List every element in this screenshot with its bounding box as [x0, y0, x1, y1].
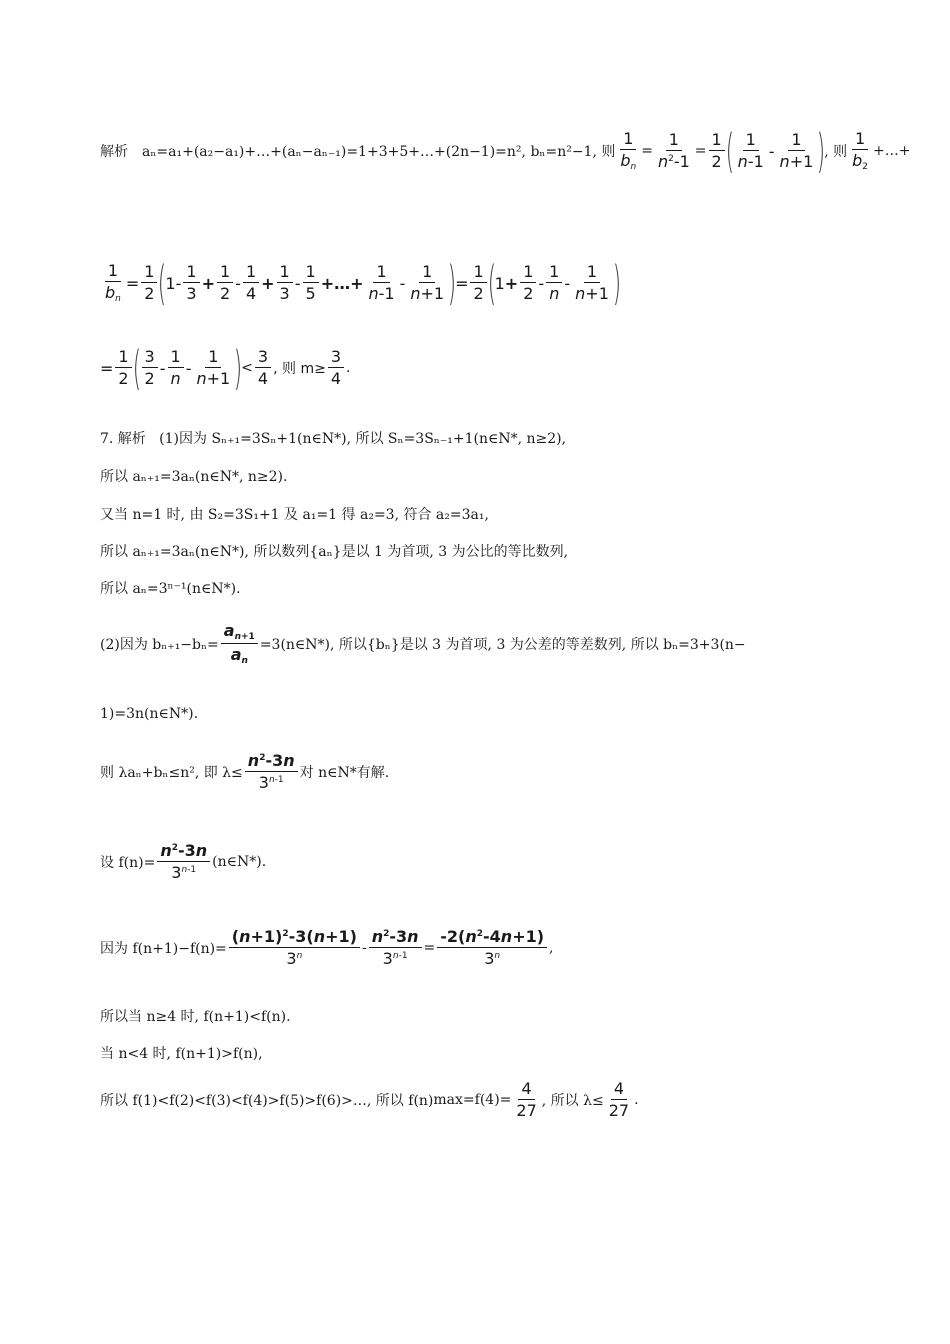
frac-1-over-b2: $\frac{1}{b_2}$ — [852, 128, 869, 173]
line-1-text: aₙ=a₁+(a₂−a₁)+…+(aₙ−aₙ₋₁)=1+3+5+…+(2n−1)=n², bₙ=n²−1, 则 — [142, 144, 616, 160]
frac-1-over-n2-1: $\frac{1}{n^2-1}$ — [657, 129, 690, 171]
line-7: 所以 aₙ₊₁=3aₙ(n∈N*), 所以数列{aₙ}是以 1 为首项, 3 为公比的等比数列, — [100, 544, 569, 560]
line-1: 解析 aₙ=a₁+(a₂−a₁)+…+(aₙ−aₙ₋₁)=1+3+5+…+(2n−1)=n², bₙ=n²−1, 则 $\frac{1}{b_n}$ = $\frac{1}{n^2-1}$ = $\frac{1}{2}$ ( $\frac{1}{n-1}$ - $\frac{1}{n+1}$ ) , 则 $\frac{1}{b_2}$ +…+ — [100, 124, 911, 178]
line-15: 当 n<4 时, f(n+1)>f(n), — [100, 1046, 263, 1062]
line-10: 1)=3n(n∈N*). — [100, 706, 199, 722]
line-3: = $\frac{1}{2}$ ( $\frac{3}{2}$ - $\frac{1}{n}$ - $\frac{1}{n+1}$ ) < $\frac{3}{4}$ , 则 m≥ $\frac{3}{4}$ . — [100, 341, 351, 395]
line-14: 所以当 n≥4 时, f(n+1)<f(n). — [100, 1009, 291, 1025]
frac-1-over-bn: $\frac{1}{b_n}$ — [620, 128, 637, 173]
line-6: 又当 n=1 时, 由 S₂=3S₁+1 及 a₁=1 得 a₂=3, 符合 a₂=3a₁, — [100, 507, 489, 523]
line-9: (2)因为 bₙ₊₁−bₙ= $\frac{a_{n+1}}{a_n}$ =3(n∈N*), 所以{bₙ}是以 3 为首项, 3 为公差的等差数列, 所以 bₙ=3+3(n− — [100, 621, 746, 667]
line-11: 则 λaₙ+bₙ≤n², 即 λ≤ $\frac{n^2-3n}{3^{n-1}}$ 对 n∈N*有解. — [100, 751, 390, 793]
line-5: 所以 aₙ₊₁=3aₙ(n∈N*, n≥2). — [100, 469, 288, 485]
frac-a-ratio: $\frac{a_{n+1}}{a_n}$ — [221, 622, 258, 667]
line-2: $\frac{1}{b_n}$ = $\frac{1}{2}$ ( 1- $\frac{1}{3}$ + $\frac{1}{2}$ - $\frac{1}{4}$ + $\frac{1}{3}$ - $\frac{1}{5}$ +…+ $\frac{1}{n-1}$ - $\frac{1}{n+1}$ ) = $\frac{1}{2}$ ( 1 + $\frac{1}{2}$ - $\frac{1}{n}$ - $\frac{1}{n+1}$ ) — [105, 256, 621, 310]
section-label: 解析 — [100, 144, 128, 160]
frac-half: $\frac{1}{2}$ — [709, 131, 725, 172]
line-8: 所以 aₙ=3ⁿ⁻¹(n∈N*). — [100, 581, 241, 597]
line-4: 7. 解析 (1)因为 Sₙ₊₁=3Sₙ+1(n∈N*), 所以 Sₙ=3Sₙ₋₁+1(n∈N*, n≥2), — [100, 431, 567, 447]
line-13: 因为 f(n+1)−f(n)= $\frac{(n+1)^2-3(n+1)}{3^n}$ - $\frac{n^2-3n}{3^{n-1}}$ = $\frac{-2(n^2-4n+1)}{3^n}$ , — [100, 927, 554, 969]
line-16: 所以 f(1)<f(2)<f(3)<f(4)>f(5)>f(6)>…, 所以 f(n) max =f(4)= $\frac{4}{27}$ , 所以 λ≤ $\frac{4}{27}$ . — [100, 1079, 639, 1121]
line-12: 设 f(n)= $\frac{n^2-3n}{3^{n-1}}$ (n∈N*). — [100, 841, 267, 883]
